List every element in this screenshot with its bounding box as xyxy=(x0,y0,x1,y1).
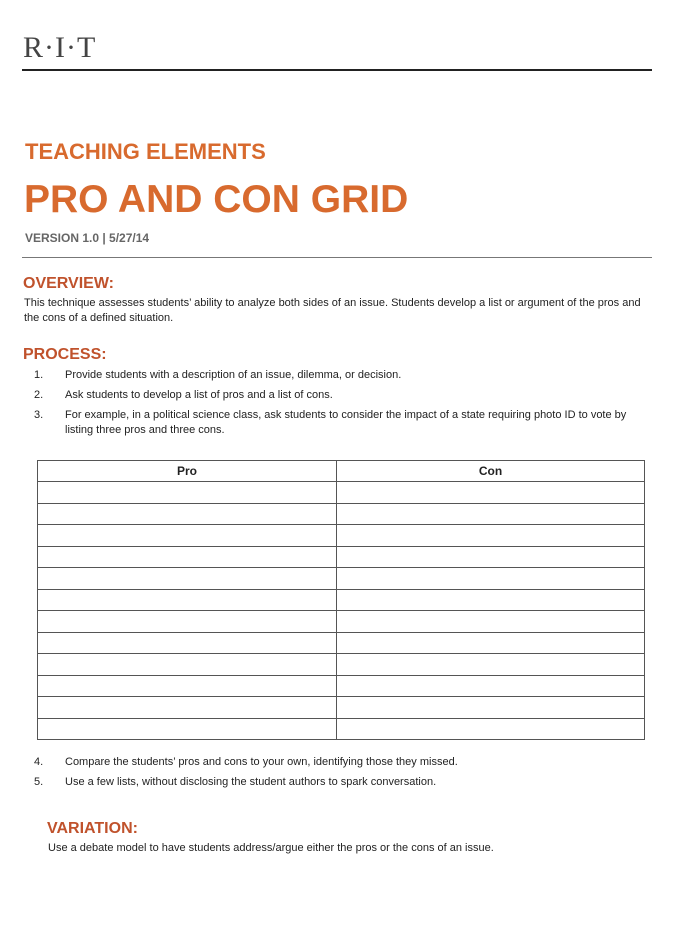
grid-row xyxy=(38,654,645,676)
step-text: Use a few lists, without disclosing the student authors to spark conversation. xyxy=(65,776,437,788)
pro-cell[interactable] xyxy=(38,568,337,590)
pro-cell[interactable] xyxy=(38,482,337,504)
pro-cell[interactable] xyxy=(38,654,337,676)
pro-cell[interactable] xyxy=(38,718,337,740)
variation-heading: VARIATION: xyxy=(47,820,138,837)
step-text: Provide students with a description of an issue, dilemma, or decision. xyxy=(65,369,402,381)
pro-cell[interactable] xyxy=(38,632,337,654)
grid-header-row xyxy=(38,461,645,482)
grid-row xyxy=(38,503,645,525)
grid-row xyxy=(38,611,645,633)
con-cell[interactable] xyxy=(337,546,645,568)
step-number: 3. xyxy=(34,409,44,421)
step-text: Ask students to develop a list of pros and a list of cons. xyxy=(65,389,333,401)
pro-cell[interactable] xyxy=(38,503,337,525)
step-text: Compare the students’ pros and cons to your own, identifying those they missed. xyxy=(65,756,458,768)
con-cell[interactable] xyxy=(337,675,645,697)
con-cell[interactable] xyxy=(337,503,645,525)
pro-cell[interactable] xyxy=(38,697,337,719)
con-cell[interactable] xyxy=(337,654,645,676)
pro-cell[interactable] xyxy=(38,525,337,547)
con-cell[interactable] xyxy=(337,611,645,633)
version-label: VERSION 1.0 | 5/27/14 xyxy=(25,231,150,245)
step-number: 5. xyxy=(34,776,44,788)
grid-row xyxy=(38,482,645,504)
grid-row xyxy=(38,546,645,568)
pro-con-grid xyxy=(37,460,645,740)
step-number: 2. xyxy=(34,389,44,401)
grid-row xyxy=(38,632,645,654)
grid-row xyxy=(38,568,645,590)
con-cell[interactable] xyxy=(337,482,645,504)
rit-logo: R·I·T xyxy=(23,31,97,64)
grid-row xyxy=(38,675,645,697)
con-cell[interactable] xyxy=(337,589,645,611)
pro-cell[interactable] xyxy=(38,611,337,633)
con-cell[interactable] xyxy=(337,697,645,719)
pro-cell[interactable] xyxy=(38,546,337,568)
process-heading: PROCESS: xyxy=(23,346,107,363)
step-number: 4. xyxy=(34,756,44,768)
step-text: For example, in a political science class, ask students to consider the impact of a state requiring photo ID to vote by listing three pros and three cons. xyxy=(65,409,627,436)
grid-row xyxy=(38,718,645,740)
variation-text: Use a debate model to have students address/argue either the pros or the cons of an issue. xyxy=(48,842,494,854)
header-rule xyxy=(22,69,652,71)
series-title: TEACHING ELEMENTS xyxy=(25,139,266,164)
overview-heading: OVERVIEW: xyxy=(23,275,114,292)
con-cell[interactable] xyxy=(337,632,645,654)
con-cell[interactable] xyxy=(337,525,645,547)
step-number: 1. xyxy=(34,369,44,381)
pro-column-header: Pro xyxy=(38,461,337,482)
grid-row xyxy=(38,697,645,719)
con-cell[interactable] xyxy=(337,718,645,740)
page-title: PRO AND CON GRID xyxy=(24,178,409,221)
grid-row xyxy=(38,525,645,547)
pro-cell[interactable] xyxy=(38,589,337,611)
con-column-header: Con xyxy=(337,461,645,482)
overview-text: This technique assesses students’ ability to analyze both sides of an issue. Students develop a list or argument of the pros and the cons of a defined situation. xyxy=(24,297,641,324)
grid-row xyxy=(38,589,645,611)
title-rule xyxy=(22,257,652,258)
pro-cell[interactable] xyxy=(38,675,337,697)
con-cell[interactable] xyxy=(337,568,645,590)
